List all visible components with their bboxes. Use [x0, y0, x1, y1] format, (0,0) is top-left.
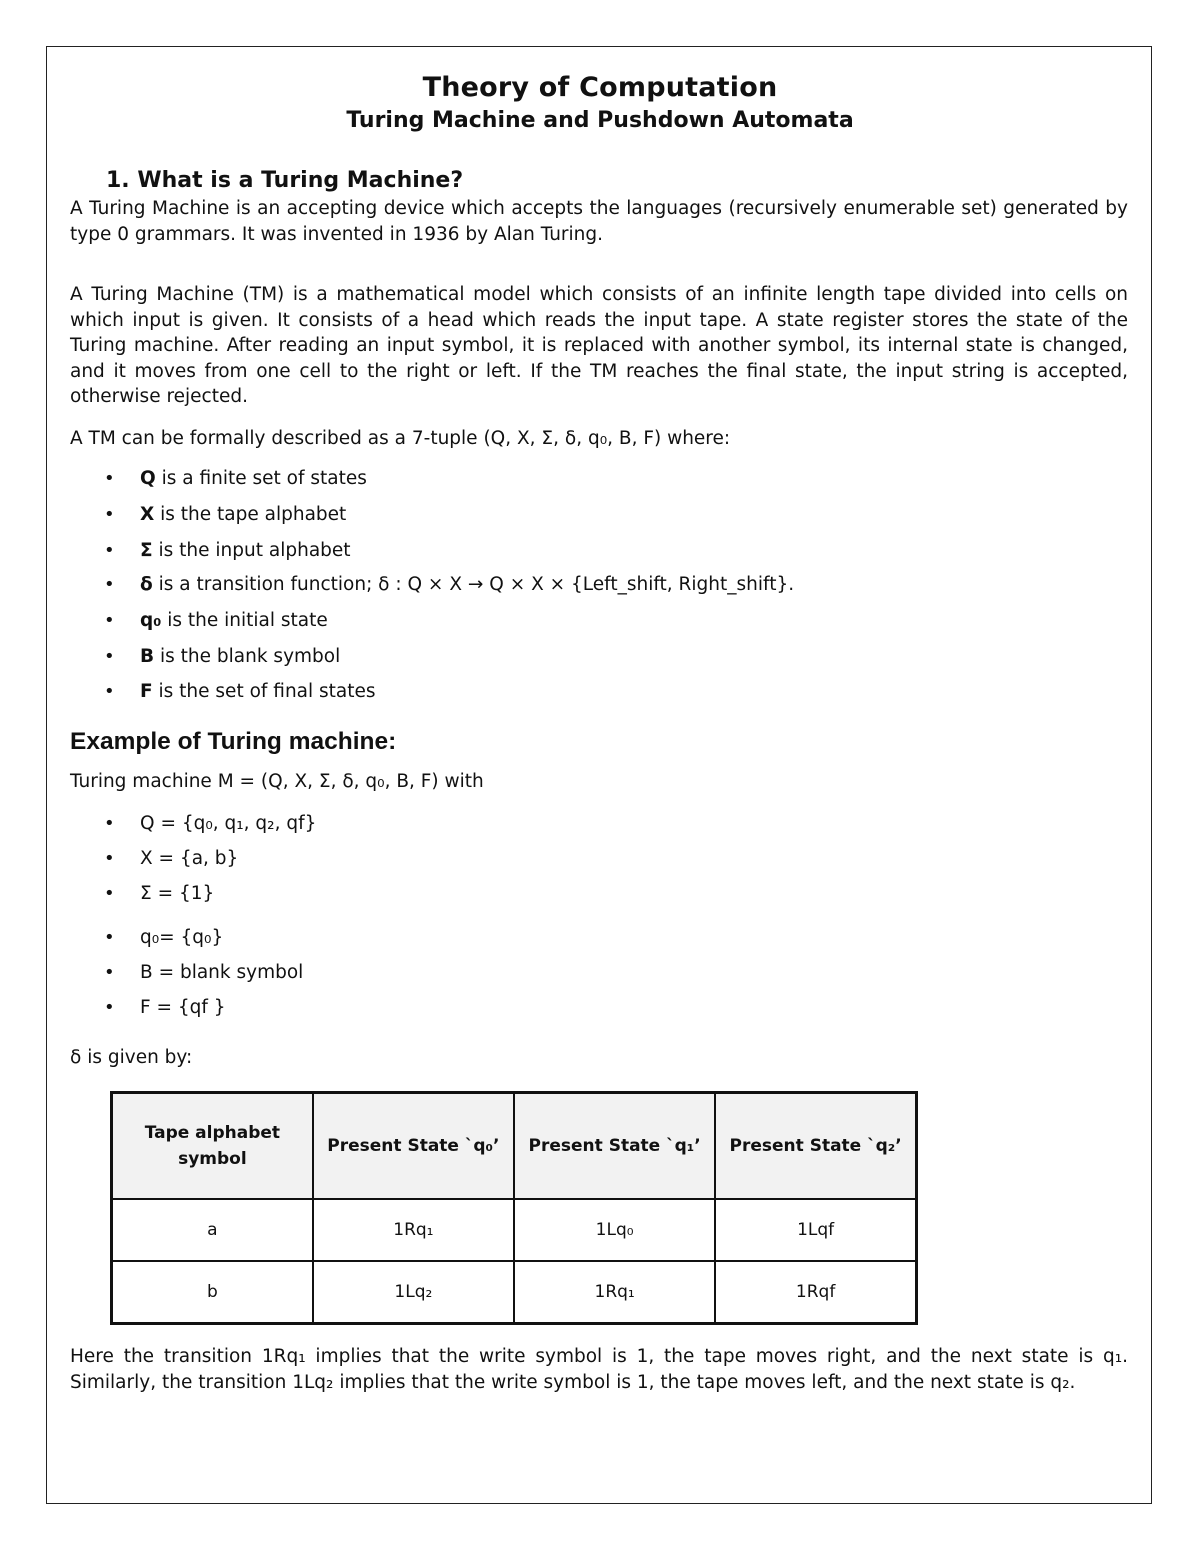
table-header-cell: Tape alphabet symbol	[112, 1093, 313, 1200]
bullet-icon: •	[104, 883, 115, 904]
bullet-icon: •	[104, 610, 115, 631]
paragraph-definition: A Turing Machine is an accepting device which accepts the languages (recursively enumerable set) generated by type 0 grammars. It was invented in 1936 by Alan Turing.	[70, 198, 1128, 245]
table-row	[112, 1261, 917, 1324]
bullet-icon: •	[104, 927, 115, 948]
tuple-description: is the initial state	[161, 610, 328, 631]
table-header-row	[112, 1093, 917, 1200]
section-heading-turing-machine: 1. What is a Turing Machine?	[106, 168, 464, 193]
bullet-icon: •	[104, 574, 115, 595]
tuple-description: is the input alphabet	[152, 540, 351, 561]
bullet-icon: •	[104, 540, 115, 561]
bullet-icon: •	[104, 468, 115, 489]
tuple-description: is the tape alphabet	[154, 504, 347, 525]
example-intro: Turing machine M = (Q, X, Σ, δ, q₀, B, F) with	[70, 771, 484, 792]
closing-paragraph: Here the transition 1Rq₁ implies that the write symbol is 1, the tape moves right, and the next state is q₁. Similarly, the transition 1Lq₂ implies that the write symbol is 1, the tape moves left, and the next state is q₂.	[70, 1346, 1128, 1393]
example-heading: Example of Turing machine:	[70, 728, 397, 755]
document-title: Theory of Computation	[422, 72, 778, 103]
tuple-description: is a transition function; δ : Q × X → Q × X × {Left_shift, Right_shift}.	[152, 574, 795, 595]
tuple-symbol: Σ	[140, 540, 153, 561]
tuple-symbol: δ	[140, 574, 153, 595]
table-cell: 1Rq₁	[514, 1261, 715, 1324]
table-header-cell: Present State `q₀’	[313, 1093, 514, 1200]
delta-intro: δ is given by:	[70, 1047, 193, 1068]
tuple-symbol: F	[140, 681, 153, 702]
table-cell: 1Rq₁	[313, 1199, 514, 1261]
tuple-description: is the blank symbol	[154, 646, 341, 667]
tuple-description: is the set of final states	[152, 681, 376, 702]
tuple-symbol: X	[140, 504, 155, 525]
table-header-cell: Present State `q₁’	[514, 1093, 715, 1200]
tuple-symbol: q₀	[140, 610, 162, 631]
bullet-icon: •	[104, 848, 115, 869]
document-subtitle: Turing Machine and Pushdown Automata	[346, 108, 854, 133]
table-header-cell: Present State `q₂’	[715, 1093, 916, 1200]
bullet-icon: •	[104, 962, 115, 983]
tuple-description: is a finite set of states	[155, 468, 367, 489]
table-cell: 1Lqf	[715, 1199, 916, 1261]
paragraph-tuple: A TM can be formally described as a 7-tuple (Q, X, Σ, δ, q₀, B, F) where:	[70, 428, 731, 449]
tuple-symbol: B	[140, 646, 155, 667]
bullet-icon: •	[104, 997, 115, 1018]
bullet-icon: •	[104, 504, 115, 525]
bullet-icon: •	[104, 681, 115, 702]
table-cell: 1Lq₀	[514, 1199, 715, 1261]
table-cell: a	[112, 1199, 313, 1261]
table-cell: b	[112, 1261, 313, 1324]
paragraph-model: A Turing Machine (TM) is a mathematical model which consists of an infinite length tape divided into cells on which input is given. It consists of a head which reads the input tape. A state register stores the state of the Turing machine. After reading an input symbol, it is replaced with another symbol, its internal state is changed, and it moves from one cell to the right or left. If the TM reaches the final state, the input string is accepted, otherwise rejected.	[70, 284, 1128, 407]
transition-table	[110, 1091, 918, 1325]
bullet-icon: •	[104, 646, 115, 667]
table-row	[112, 1199, 917, 1261]
tuple-symbol: Q	[140, 468, 156, 489]
table-cell: 1Lq₂	[313, 1261, 514, 1324]
bullet-icon: •	[104, 813, 115, 834]
table-cell: 1Rqf	[715, 1261, 916, 1324]
